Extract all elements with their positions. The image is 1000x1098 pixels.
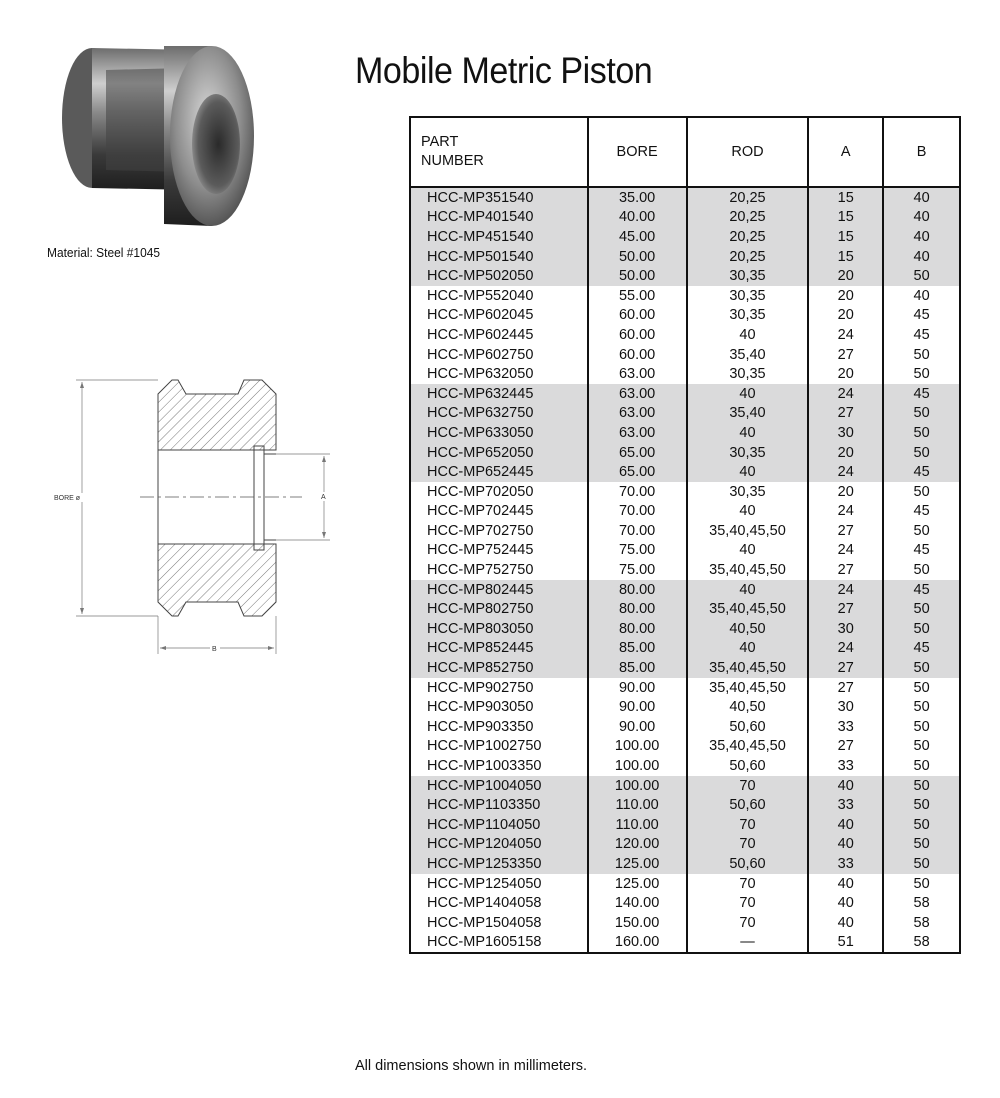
rod-cell: 40,50 [687,619,809,639]
table-row [410,404,960,424]
part-number-cell: HCC-MP652445 [410,462,588,482]
part-number-cell: HCC-MP632445 [410,384,588,404]
b-cell: 50 [883,599,960,619]
b-dimension-label: B [212,646,217,653]
b-cell: 50 [883,697,960,717]
part-number-cell: HCC-MP652050 [410,443,588,463]
a-cell: 27 [808,560,883,580]
bore-cell: 63.00 [588,404,687,424]
table-row [410,619,960,639]
bore-cell: 125.00 [588,854,687,874]
rod-cell: 30,35 [687,443,809,463]
bore-cell: 75.00 [588,541,687,561]
material-note: Material: Steel #1045 [47,245,161,260]
header-rod: ROD [687,117,809,187]
rod-cell: 30,35 [687,364,809,384]
rod-cell: 70 [687,776,809,796]
rod-cell: 20,25 [687,247,809,267]
rod-cell: 30,35 [687,266,809,286]
part-number-cell: HCC-MP632750 [410,404,588,424]
part-number-cell: HCC-MP1004050 [410,776,588,796]
bore-cell: 90.00 [588,697,687,717]
a-cell: 24 [808,541,883,561]
b-cell: 40 [883,227,960,247]
rod-cell: 50,60 [687,795,809,815]
b-cell: 50 [883,756,960,776]
table-row [410,737,960,757]
a-cell: 40 [808,776,883,796]
table-row [410,933,960,954]
bore-cell: 70.00 [588,521,687,541]
table-row [410,462,960,482]
bore-cell: 60.00 [588,325,687,345]
bore-cell: 63.00 [588,423,687,443]
rod-cell: 40 [687,325,809,345]
b-cell: 58 [883,933,960,954]
a-cell: 27 [808,521,883,541]
a-cell: 33 [808,854,883,874]
a-cell: 24 [808,580,883,600]
a-cell: 20 [808,364,883,384]
bore-cell: 160.00 [588,933,687,954]
header-b: B [883,117,960,187]
b-cell: 40 [883,286,960,306]
b-cell: 50 [883,835,960,855]
bore-cell: 40.00 [588,208,687,228]
table-row [410,815,960,835]
part-number-cell: HCC-MP702445 [427,503,534,520]
part-number-cell: HCC-MP802445 [410,580,588,600]
piston-cross-section-drawing [40,372,340,662]
b-cell: 50 [883,776,960,796]
rod-cell: 40 [687,639,809,659]
a-cell: 24 [808,639,883,659]
table-row [410,325,960,345]
part-number-cell: HCC-MP552040 [427,287,534,304]
a-cell: 24 [808,462,883,482]
a-cell: 15 [808,227,883,247]
part-number-cell: HCC-MP1253350 [410,854,588,874]
table-row [410,717,960,737]
bore-cell: 65.00 [588,443,687,463]
bore-cell: 55.00 [588,286,687,306]
rod-cell: 40 [687,462,809,482]
table-row [410,874,960,894]
a-cell: 40 [808,815,883,835]
bore-cell: 45.00 [588,227,687,247]
table-row [410,580,960,600]
rod-cell: 30,35 [687,286,809,306]
bore-cell: 110.00 [588,795,687,815]
a-cell: 40 [808,874,883,894]
rod-cell: 35,40,45,50 [687,599,809,619]
a-cell: 24 [808,502,883,522]
bore-cell: 80.00 [588,580,687,600]
table-row [410,776,960,796]
bore-cell: 90.00 [588,717,687,737]
bore-cell: 63.00 [588,384,687,404]
b-cell: 50 [883,345,960,365]
part-number-cell: HCC-MP602750 [427,346,534,363]
a-cell: 27 [808,678,883,698]
a-cell: 15 [808,208,883,228]
a-cell: 15 [808,247,883,267]
bore-cell: 50.00 [588,266,687,286]
bore-cell: 80.00 [588,599,687,619]
table-row [410,795,960,815]
a-cell: 33 [808,795,883,815]
a-cell: 20 [808,286,883,306]
part-number-cell: HCC-MP902750 [427,679,534,696]
part-number-cell: HCC-MP1003350 [427,758,542,775]
a-cell: 27 [808,404,883,424]
bore-cell: 70.00 [588,502,687,522]
bore-cell: 75.00 [588,560,687,580]
table-row [410,678,960,698]
rod-cell: 40 [687,502,809,522]
b-cell: 40 [883,208,960,228]
table-row [410,345,960,365]
b-cell: 45 [883,384,960,404]
a-cell: 20 [808,443,883,463]
table-row [410,560,960,580]
b-cell: 50 [883,560,960,580]
table-row [410,208,960,228]
rod-cell: 40 [687,580,809,600]
bore-cell: 110.00 [588,815,687,835]
b-cell: 45 [883,325,960,345]
a-cell: 27 [808,737,883,757]
b-cell: 45 [883,580,960,600]
b-cell: 50 [883,482,960,502]
part-number-cell: HCC-MP1103350 [410,795,588,815]
table-row [410,541,960,561]
part-number-cell: HCC-MP502050 [410,266,588,286]
bore-cell: 60.00 [588,345,687,365]
rod-cell: 35,40,45,50 [687,521,809,541]
rod-cell: 70 [687,835,809,855]
table-row [410,599,960,619]
rod-cell: 35,40,45,50 [687,678,809,698]
rod-cell: 50,60 [687,717,809,737]
header-bore: BORE [588,117,687,187]
b-cell: 50 [883,658,960,678]
rod-cell: 40,50 [687,697,809,717]
a-cell: 40 [808,835,883,855]
part-number-cell: HCC-MP803050 [410,619,588,639]
rod-cell: 30,35 [687,482,809,502]
bore-cell: 150.00 [588,913,687,933]
a-cell: 40 [808,913,883,933]
table-row [410,364,960,384]
b-cell: 50 [883,795,960,815]
a-cell: 30 [808,619,883,639]
bore-dimension-label: BORE ø [54,495,81,502]
table-row [410,854,960,874]
a-cell: 40 [808,893,883,913]
table-row [410,423,960,443]
b-cell: 50 [883,874,960,894]
b-cell: 50 [883,737,960,757]
part-number-cell: HCC-MP632050 [427,366,534,383]
table-row [410,639,960,659]
rod-cell: 35,40,45,50 [687,560,809,580]
rod-cell: 20,25 [687,187,809,208]
part-number-cell: HCC-MP401540 [410,208,588,228]
b-cell: 50 [883,521,960,541]
rod-cell: 30,35 [687,306,809,326]
a-cell: 15 [808,187,883,208]
rod-cell: 70 [687,815,809,835]
a-cell: 30 [808,423,883,443]
rod-cell: 35,40 [687,404,809,424]
part-number-cell: HCC-MP852750 [410,658,588,678]
part-number-cell: HCC-MP501540 [410,247,588,267]
a-cell: 27 [808,345,883,365]
part-number-cell: HCC-MP1605158 [427,934,542,951]
bore-cell: 85.00 [588,639,687,659]
header-part-line1: PART [421,134,459,150]
rod-cell: 35,40,45,50 [687,658,809,678]
rod-cell: 70 [687,874,809,894]
part-number-cell: HCC-MP351540 [410,187,588,208]
b-cell: 50 [883,815,960,835]
b-cell: 50 [883,619,960,639]
table-row [410,502,960,522]
a-cell: 27 [808,599,883,619]
a-cell: 20 [808,482,883,502]
part-number-cell: HCC-MP633050 [410,423,588,443]
rod-cell: 20,25 [687,208,809,228]
rod-cell: 20,25 [687,227,809,247]
b-cell: 45 [883,502,960,522]
a-cell: 27 [808,658,883,678]
bore-cell: 100.00 [588,756,687,776]
table-row [410,521,960,541]
b-cell: 58 [883,893,960,913]
part-number-cell: HCC-MP602445 [427,326,534,343]
part-number-cell: HCC-MP903350 [427,718,534,735]
part-number-cell: HCC-MP752750 [427,562,534,579]
table-row [410,756,960,776]
b-cell: 40 [883,187,960,208]
a-dimension-label: A [321,494,326,501]
rod-cell: 40 [687,423,809,443]
part-number-cell: HCC-MP1204050 [410,835,588,855]
bore-cell: 60.00 [588,306,687,326]
table-header-row [410,117,960,187]
b-cell: 45 [883,462,960,482]
a-cell: 24 [808,325,883,345]
bore-cell: 140.00 [588,893,687,913]
b-cell: 50 [883,717,960,737]
rod-cell: 50,60 [687,756,809,776]
bore-cell: 50.00 [588,247,687,267]
piston-photo [44,40,259,230]
rod-cell: 70 [687,913,809,933]
part-number-cell: HCC-MP1504058 [427,914,542,931]
table-row [410,247,960,267]
b-cell: 50 [883,423,960,443]
b-cell: 50 [883,854,960,874]
b-cell: 58 [883,913,960,933]
b-cell: 45 [883,541,960,561]
b-cell: 50 [883,443,960,463]
a-cell: 20 [808,266,883,286]
rod-cell: 40 [687,541,809,561]
bore-cell: 85.00 [588,658,687,678]
a-cell: 30 [808,697,883,717]
page-title: Mobile Metric Piston [355,50,653,91]
part-number-cell: HCC-MP1404058 [427,895,542,912]
table-row [410,658,960,678]
rod-cell: 50,60 [687,854,809,874]
part-number-cell: HCC-MP903050 [427,699,534,716]
bore-cell: 125.00 [588,874,687,894]
header-part-line2: NUMBER [421,153,484,169]
rod-cell: 40 [687,384,809,404]
table-row [410,187,960,208]
table-row [410,266,960,286]
table-row [410,384,960,404]
b-cell: 50 [883,404,960,424]
b-cell: 45 [883,639,960,659]
bore-cell: 100.00 [588,737,687,757]
bore-cell: 80.00 [588,619,687,639]
a-cell: 33 [808,717,883,737]
bore-cell: 90.00 [588,678,687,698]
rod-cell: 35,40 [687,345,809,365]
part-number-cell: HCC-MP1254050 [427,875,542,892]
bore-cell: 70.00 [588,482,687,502]
part-number-cell: HCC-MP702750 [427,522,534,539]
table-row [410,227,960,247]
rod-cell: 35,40,45,50 [687,737,809,757]
b-cell: 40 [883,247,960,267]
bore-cell: 35.00 [588,187,687,208]
part-number-cell: HCC-MP852445 [410,639,588,659]
table-row [410,913,960,933]
header-part-number [410,117,588,187]
header-a: A [808,117,883,187]
a-cell: 24 [808,384,883,404]
rod-cell: 70 [687,893,809,913]
table-row [410,835,960,855]
a-cell: 51 [808,933,883,954]
table-row [410,697,960,717]
part-number-cell: HCC-MP802750 [410,599,588,619]
table-body [410,187,960,953]
part-number-cell: HCC-MP1002750 [427,738,542,755]
table-row [410,893,960,913]
b-cell: 50 [883,266,960,286]
table-row [410,306,960,326]
table-row [410,286,960,306]
part-number-cell: HCC-MP602045 [427,307,534,324]
a-cell: 33 [808,756,883,776]
table-row [410,482,960,502]
table-row [410,443,960,463]
part-number-cell: HCC-MP752445 [427,542,534,559]
bore-cell: 120.00 [588,835,687,855]
b-cell: 50 [883,364,960,384]
bore-cell: 100.00 [588,776,687,796]
bore-cell: 65.00 [588,462,687,482]
part-number-cell: HCC-MP1104050 [410,815,588,835]
b-cell: 45 [883,306,960,326]
part-number-cell: HCC-MP451540 [410,227,588,247]
a-cell: 20 [808,306,883,326]
rod-cell: — [687,933,809,954]
b-cell: 50 [883,678,960,698]
part-number-cell: HCC-MP702050 [427,483,534,500]
piston-spec-table [409,116,961,954]
bore-cell: 63.00 [588,364,687,384]
footnote: All dimensions shown in millimeters. [355,1058,588,1074]
